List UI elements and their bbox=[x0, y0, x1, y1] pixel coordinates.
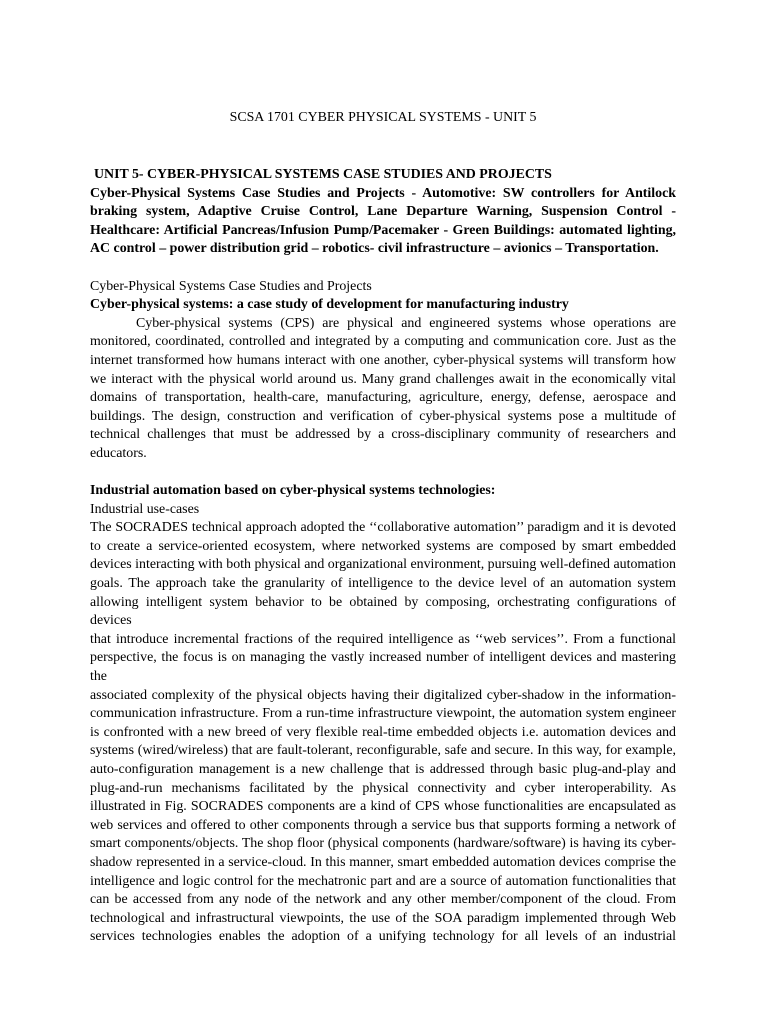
paragraph-line: The SOCRADES technical approach adopted the ‘‘collaborative automation’’ paradigm and it is devoted bbox=[90, 520, 676, 536]
paragraph-line: systems (wired/wireless) that are fault-tolerant, reconfigurable, safe and secure. In this way, for example, bbox=[90, 743, 676, 759]
page-header: SCSA 1701 CYBER PHYSICAL SYSTEMS - UNIT 5 bbox=[229, 110, 537, 125]
paragraph-line: devices interacting with both physical and organizational environment, pursuing well-defined automation bbox=[90, 557, 676, 573]
paragraph-line: buildings. The design, construction and verification of cyber-physical systems pose a multitude of bbox=[90, 408, 676, 424]
paragraph-line: that introduce incremental fractions of the required intelligence as ‘‘web services’’. From a functional bbox=[90, 631, 676, 647]
paragraph-line: smart components/objects. The shop floor (physical components (hardware/software) is having its cyber- bbox=[90, 836, 676, 852]
paragraph-line: is confronted with a new breed of very flexible real-time embedded objects i.e. automation devices and bbox=[90, 724, 676, 740]
paragraph-line: internet transformed how humans interact with one another, cyber-physical systems will transform how bbox=[90, 352, 676, 368]
document-body bbox=[90, 166, 676, 947]
paragraph-line: web services and offered to other components through a service bus that supports forming a network of bbox=[90, 817, 676, 833]
paragraph-line: can be accessed from any node of the network and any other member/component of the cloud. From bbox=[90, 892, 676, 908]
unit-heading: UNIT 5- CYBER-PHYSICAL SYSTEMS CASE STUDIES AND PROJECTS bbox=[94, 167, 552, 182]
syllabus-line: Healthcare: Artificial Pancreas/Infusion Pump/Pacemaker - Green Buildings: automated lighting, bbox=[90, 222, 676, 238]
syllabus-line: braking system, Adaptive Cruise Control, Lane Departure Warning, Suspension Control - bbox=[90, 204, 676, 220]
paragraph-line: we interact with the physical world around us. Many grand challenges await in the economically vital bbox=[90, 371, 676, 387]
paragraph-line: perspective, the focus is on managing the vastly increased number of intelligent devices and mastering the bbox=[90, 650, 676, 685]
section-title: Industrial automation based on cyber-physical systems technologies: bbox=[90, 483, 496, 499]
paragraph-line: associated complexity of the physical objects having their digitalized cyber-shadow in the information- bbox=[90, 687, 676, 703]
paragraph-line: educators. bbox=[90, 445, 147, 461]
paragraph-line: communication infrastructure. From a run-time infrastructure viewpoint, the automation system engineer bbox=[90, 706, 676, 722]
paragraph-line: domains of transportation, health-care, manufacturing, agriculture, energy, defense, aerospace and bbox=[90, 390, 676, 406]
paragraph-line: allowing intelligent system behavior to be obtained by composing, orchestrating configurations of devices bbox=[90, 594, 676, 629]
section-title: Cyber-Physical Systems Case Studies and Projects bbox=[90, 278, 372, 294]
paragraph-line: technological and infrastructural viewpoints, the use of the SOA paradigm implemented through Web bbox=[90, 910, 676, 926]
paragraph-line: to create a service-oriented ecosystem, where networked systems are composed by smart embedded bbox=[90, 538, 676, 554]
paragraph-line: illustrated in Fig. SOCRADES components are a kind of CPS whose functionalities are encapsulated as bbox=[90, 799, 676, 815]
syllabus-line: Cyber-Physical Systems Case Studies and Projects - Automotive: SW controllers for Antilock bbox=[90, 185, 676, 201]
paragraph-line: plug-and-run mechanisms facilitated by the physical connectivity and cyber interoperability. As bbox=[90, 780, 676, 796]
paragraph-line: shadow represented in a service-cloud. In this manner, smart embedded automation devices comprise the bbox=[90, 854, 676, 870]
paragraph-line: Cyber-physical systems (CPS) are physical and engineered systems whose operations are bbox=[136, 315, 676, 331]
paragraph-line: monitored, coordinated, controlled and integrated by a computing and communication core. Just as the bbox=[90, 334, 676, 350]
section-subtitle: Industrial use-cases bbox=[90, 501, 200, 517]
section-subtitle: Cyber-physical systems: a case study of development for manufacturing industry bbox=[90, 297, 569, 313]
paragraph-line: technical challenges that must be addressed by a cross-disciplinary community of researchers and bbox=[90, 427, 676, 443]
paragraph-line: services technologies enables the adoption of a unifying technology for all levels of an industrial bbox=[90, 929, 676, 945]
paragraph-line: auto-configuration management is a new challenge that is addressed through basic plug-and-play and bbox=[90, 762, 676, 777]
paragraph-line: intelligence and logic control for the mechatronic part and are a source of automation functionalities that bbox=[90, 873, 676, 889]
paragraph-line: goals. The approach take the granularity of intelligence to the device level of an automation system bbox=[90, 576, 676, 592]
syllabus-line: AC control – power distribution grid – robotics- civil infrastructure – avionics – Transportation. bbox=[90, 241, 659, 257]
